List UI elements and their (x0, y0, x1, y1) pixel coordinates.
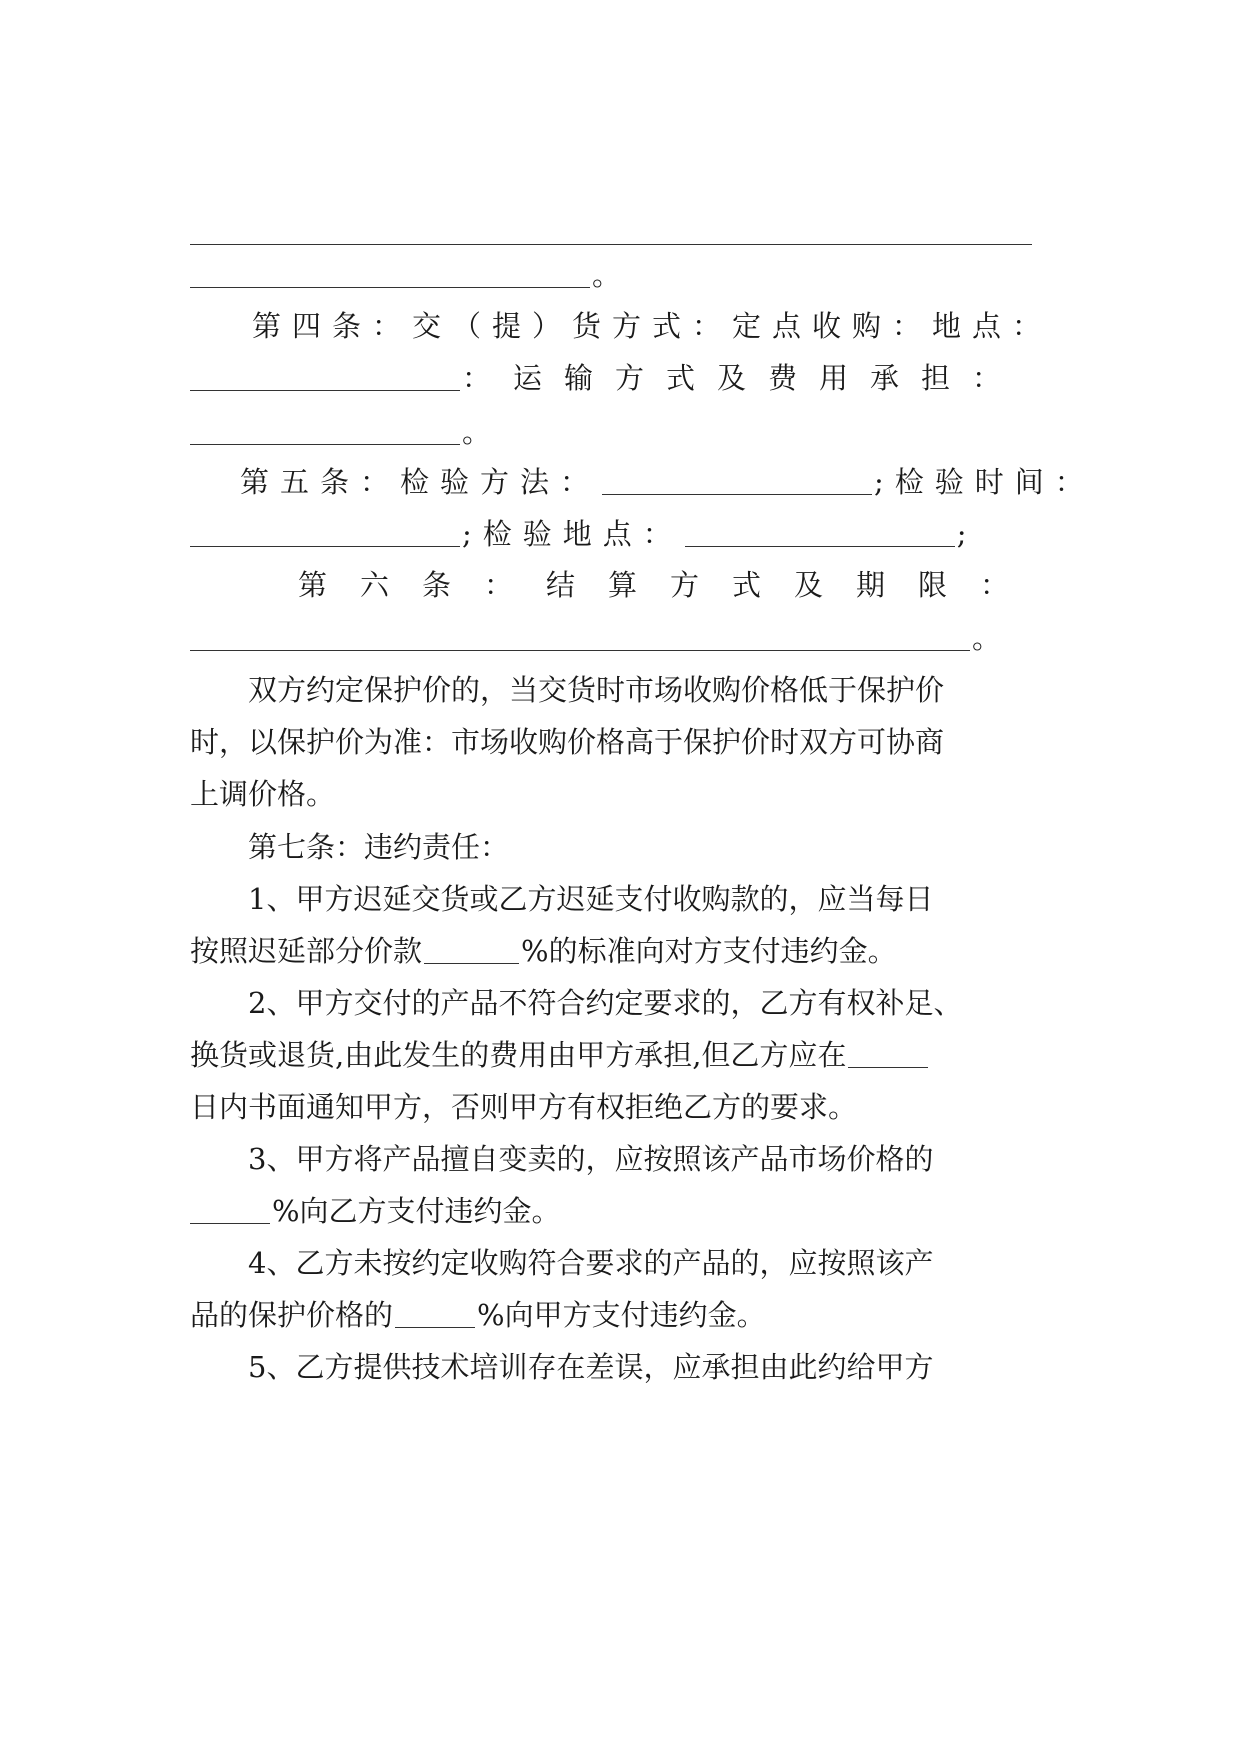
line-text: 双方约定保护价的，当交货时市场收购价格低于保护价 (248, 673, 945, 707)
fill-in-blank[interactable] (190, 418, 460, 445)
item-3-line-1 (190, 1137, 1050, 1181)
fill-in-blank[interactable] (190, 261, 590, 288)
line-text: 2、甲方交付的产品不符合约定要求的，乙方有权补足、 (248, 986, 963, 1020)
line-text: 换货或退货,由此发生的费用由甲方承担,但乙方应在 (190, 1038, 847, 1072)
item-1-line-1 (190, 877, 1050, 921)
blank-line-2 (190, 253, 1050, 297)
line-text: 第七条：违约责任： (248, 830, 510, 864)
item-5-line-1 (190, 1345, 1050, 1389)
fill-in-blank[interactable] (395, 1301, 475, 1328)
article-5-line-1 (190, 460, 1095, 504)
fill-in-blank[interactable] (190, 218, 1032, 245)
item-4-line-2 (190, 1293, 1050, 1337)
line-text: %向甲方支付违约金。 (477, 1298, 766, 1332)
fill-in-blank[interactable] (424, 937, 519, 964)
line-text: 时，以保护价为准：市场收购价格高于保护价时双方可协商 (190, 725, 945, 759)
line-text: %的标准向对方支付违约金。 (521, 934, 897, 968)
protection-price-line-3 (190, 772, 1050, 816)
line-text: 按照迟延部分价款 (190, 934, 423, 968)
fill-in-blank[interactable] (602, 468, 872, 495)
line-text: 上调价格。 (190, 777, 336, 811)
line-text: 5、乙方提供技术培训存在差误，应承担由此约给甲方 (248, 1350, 934, 1384)
article-6-line-2 (190, 616, 1050, 660)
item-1-line-2 (190, 929, 1050, 973)
line-text: ：运输方式及费用承担： (462, 361, 1024, 395)
fill-in-blank[interactable] (190, 624, 970, 651)
article-4-line-1 (190, 304, 1053, 348)
blank-line-1 (190, 210, 1050, 254)
line-text: 。 (592, 258, 622, 292)
article-7-title (190, 825, 1050, 869)
article-4-line-2 (190, 356, 1050, 400)
item-3-line-2 (190, 1189, 1050, 1233)
line-text: 4、乙方未按约定收购符合要求的产品的，应按照该产 (248, 1246, 934, 1280)
line-text: ;检验地点： (462, 517, 683, 551)
article-4-line-3 (190, 410, 1050, 454)
protection-price-line-1 (190, 668, 1050, 712)
fill-in-blank[interactable] (190, 1197, 270, 1224)
line-text: 。 (462, 415, 492, 449)
line-text: 1、甲方迟延交货或乙方迟延支付收购款的，应当每日 (248, 882, 934, 916)
protection-price-line-2 (190, 720, 1050, 764)
item-2-line-3 (190, 1085, 1050, 1129)
line-text: 日内书面通知甲方，否则甲方有权拒绝乙方的要求。 (190, 1090, 858, 1124)
line-text: 3、甲方将产品擅自变卖的，应按照该产品市场价格的 (248, 1142, 934, 1176)
line-text: %向乙方支付违约金。 (272, 1194, 561, 1228)
line-text: ;检验时间： (874, 465, 1095, 499)
article-5-line-2 (190, 512, 1050, 556)
article-6-line-1 (190, 563, 1050, 607)
item-4-line-1 (190, 1241, 1050, 1285)
line-text: 品的保护价格的 (190, 1298, 394, 1332)
item-2-line-1 (190, 981, 1050, 1025)
line-text: 第五条：检验方法： (240, 465, 601, 499)
fill-in-blank[interactable] (190, 364, 460, 391)
fill-in-blank[interactable] (848, 1041, 928, 1068)
fill-in-blank[interactable] (190, 520, 460, 547)
line-text: 。 (972, 621, 1002, 655)
fill-in-blank[interactable] (685, 520, 955, 547)
item-2-line-2 (190, 1033, 1050, 1077)
line-text: ; (956, 517, 978, 551)
line-text: 第四条：交（提）货方式：定点收购：地点： (252, 309, 1053, 343)
line-text: 第六条：结算方式及期限： (298, 568, 1043, 602)
